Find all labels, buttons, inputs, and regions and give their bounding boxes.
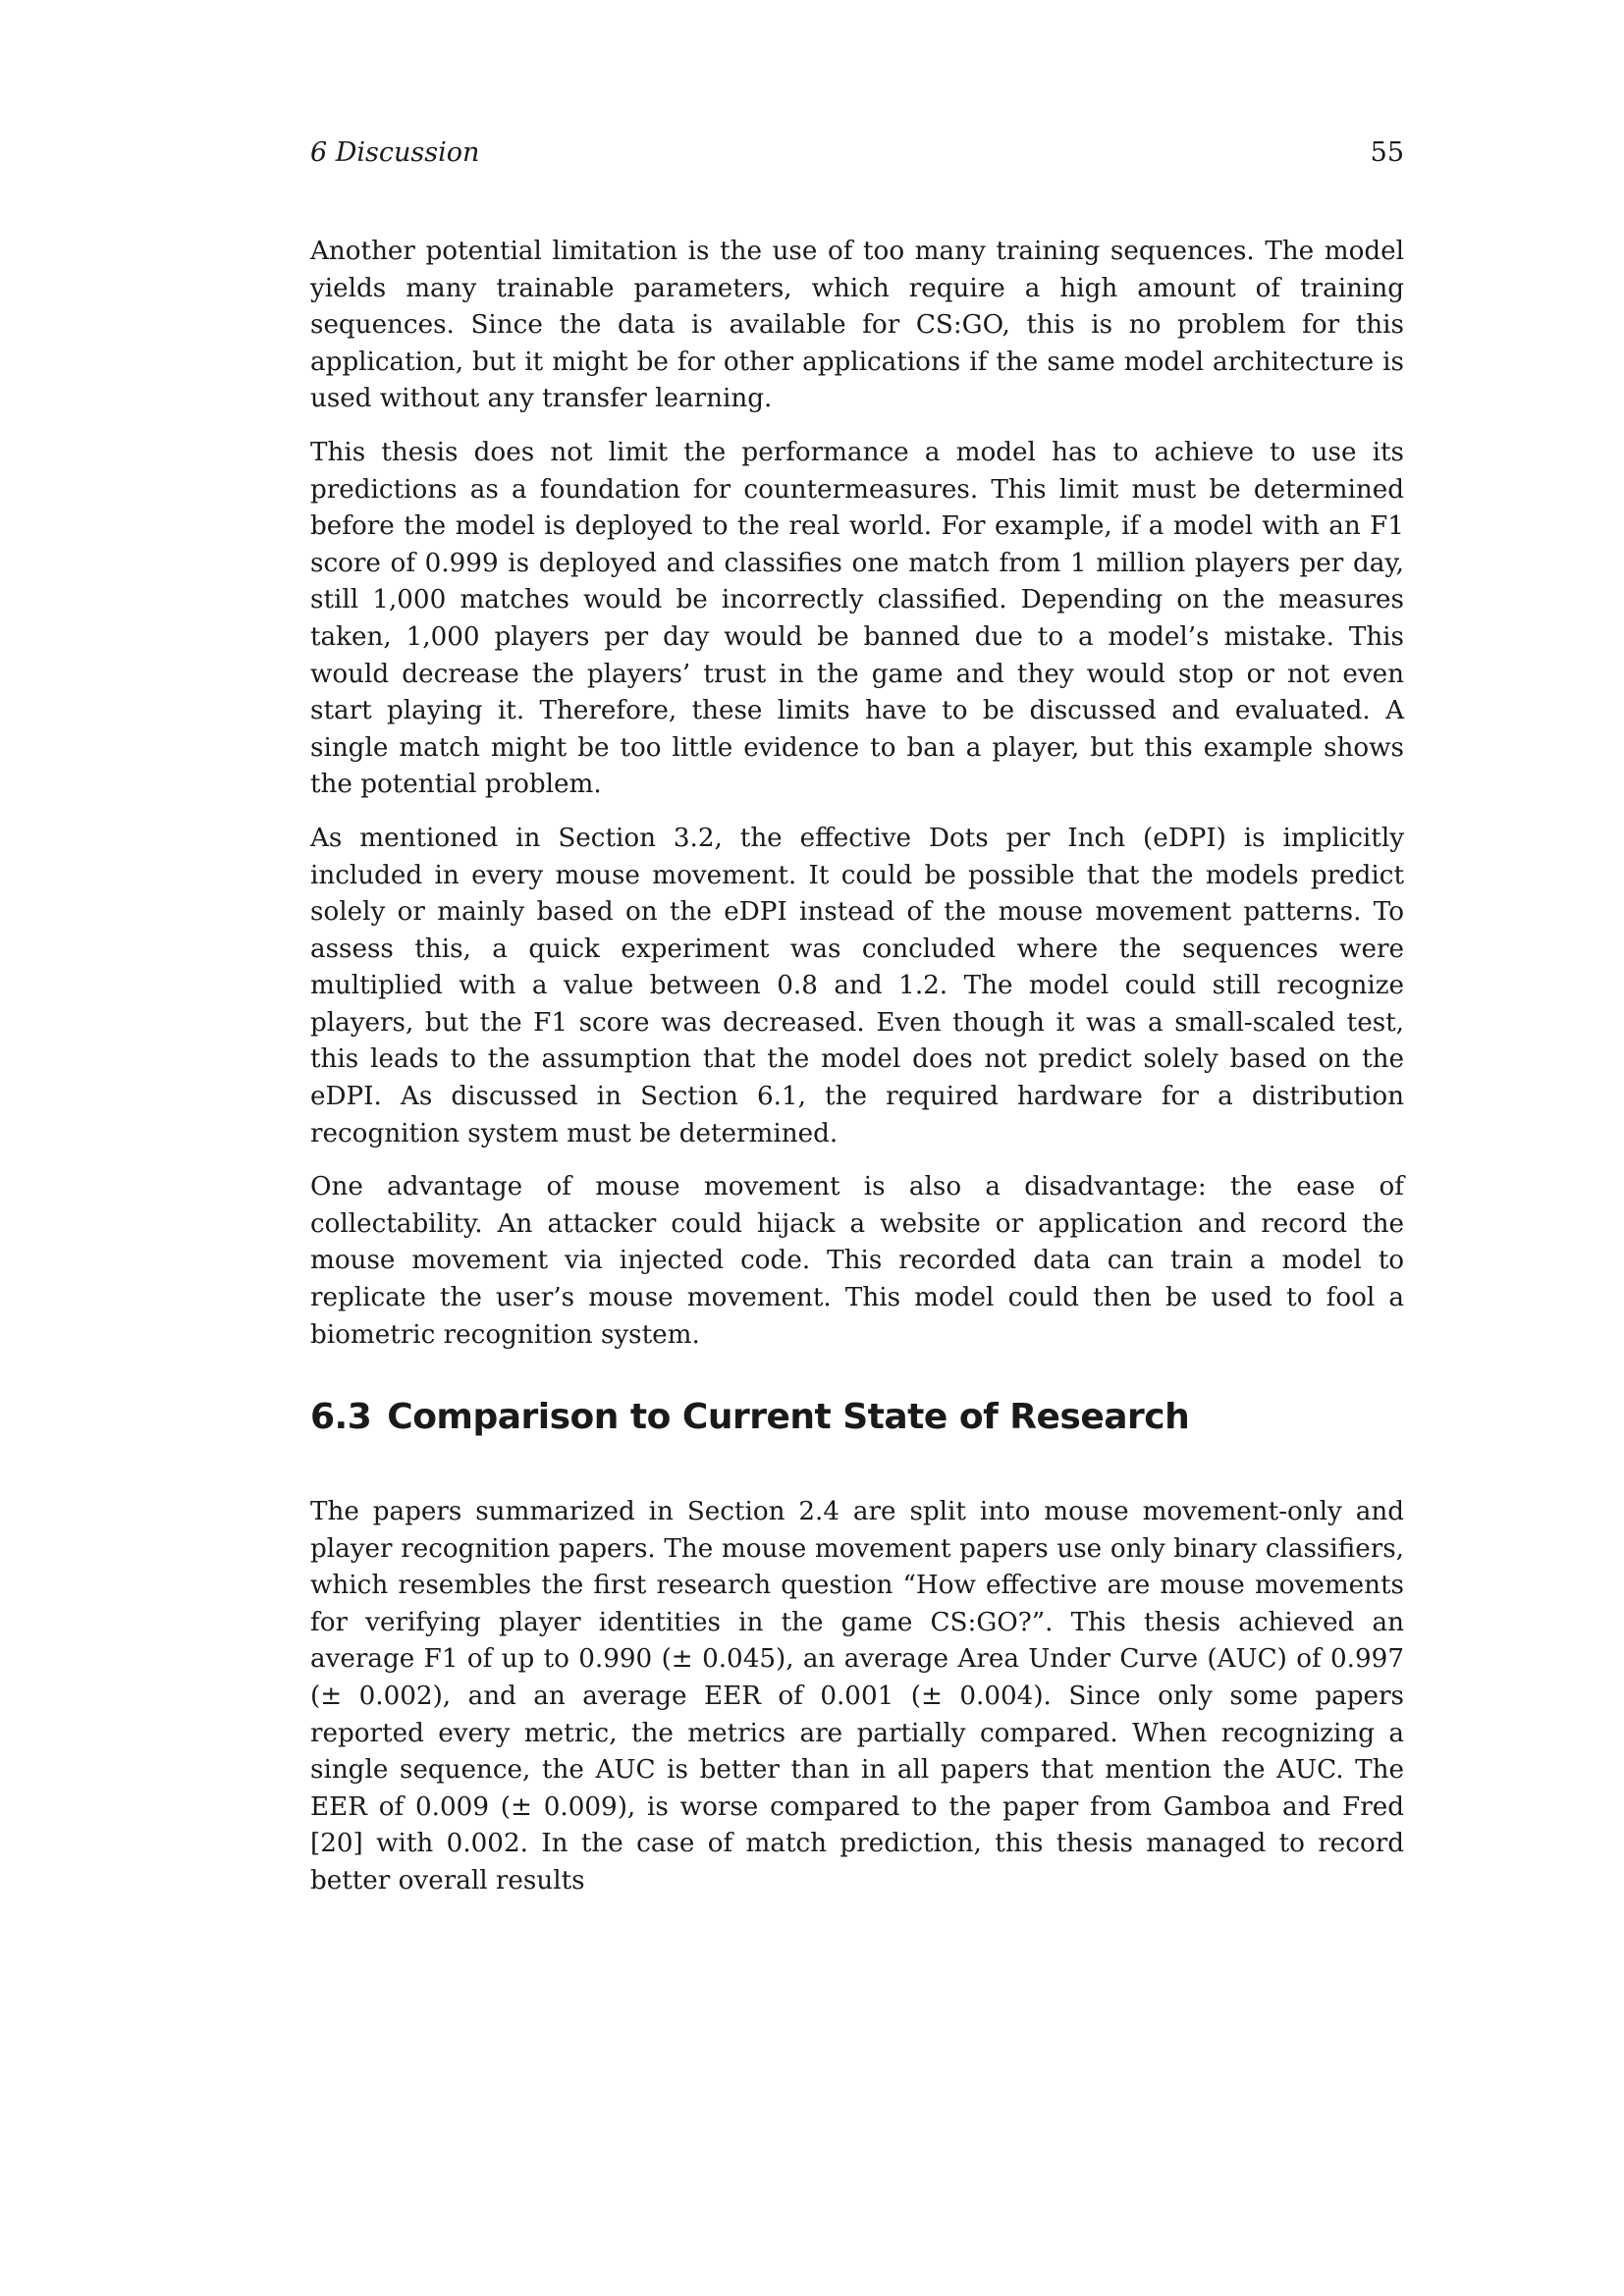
section-number: 6.3 <box>310 1397 372 1437</box>
paragraph-training-sequences: Another potential limitation is the use of too many training sequences. The model yields many trainable parameters, which require a high amount of training sequences. Since the data is available for CS:GO, this is no problem for this application, but it might be for other applications if the same model architecture is used without any transfer learning. <box>310 237 1404 414</box>
paragraph-collectability: One advantage of mouse movement is also a disadvantage: the ease of collectability. An attacker could hijack a website or application and record the mouse movement via injected code. This recorded data can train a model to replicate the user’s mouse movement. This model could then be used to fool a biometric recognition system. <box>310 1172 1404 1350</box>
paragraph-edpi: As mentioned in Section 3.2, the effective Dots per Inch (eDPI) is implicitly included in every mouse movement. It could be possible that the models predict solely or mainly based on the eDPI instead of the mouse movement patterns. To assess this, a quick experiment was concluded where the sequences were multiplied with a value between 0.8 and 1.2. The model could still recognize players, but the F1 score was decreased. Even though it was a small-scaled test, this leads to the assumption that the model does not predict solely based on the eDPI. As discussed in Section 6.1, the required hardware for a distribution recognition system must be determined. <box>310 823 1404 1148</box>
page-number: 55 <box>1370 137 1404 168</box>
body-text <box>310 234 1404 1370</box>
running-header <box>310 137 1404 177</box>
paragraph-comparison: The papers summarized in Section 2.4 are split into mouse movement-only and player recognition papers. The mouse movement papers use only binary classifiers, which resembles the first research question “How effective are mouse movements for verifying player identities in the game CS:GO?”. This thesis achieved an average F1 of up to 0.990 (± 0.045), an average Area Under Curve (AUC) of 0.997 (± 0.002), and an average EER of 0.001 (± 0.004). Since only some papers reported every metric, the metrics are partially compared. When recognizing a single sequence, the AUC is better than in all papers that mention the AUC. The EER of 0.009 (± 0.009), is worse compared to the paper from Gamboa and Fred [20] with 0.002. In the case of match prediction, this thesis managed to record better overall results <box>310 1497 1404 1896</box>
section-heading <box>310 1394 1404 1441</box>
chapter-title: 6 Discussion <box>310 137 480 168</box>
section-title: Comparison to Current State of Research <box>387 1397 1190 1437</box>
section-body <box>310 1494 1404 1900</box>
paragraph-performance-limit: This thesis does not limit the performance a model has to achieve to use its predictions as a foundation for countermeasures. This limit must be determined before the model is deployed to the real world. For example, if a model with an F1 score of 0.999 is deployed and classifies one match from 1 million players per day, still 1,000 matches would be incorrectly classified. Depending on the measures taken, 1,000 players per day would be banned due to a model’s mistake. This would decrease the players’ trust in the game and they would stop or not even start playing it. Therefore, these limits have to be discussed and evaluated. A single match might be too little evidence to ban a player, but this example shows the potential problem. <box>310 437 1404 800</box>
